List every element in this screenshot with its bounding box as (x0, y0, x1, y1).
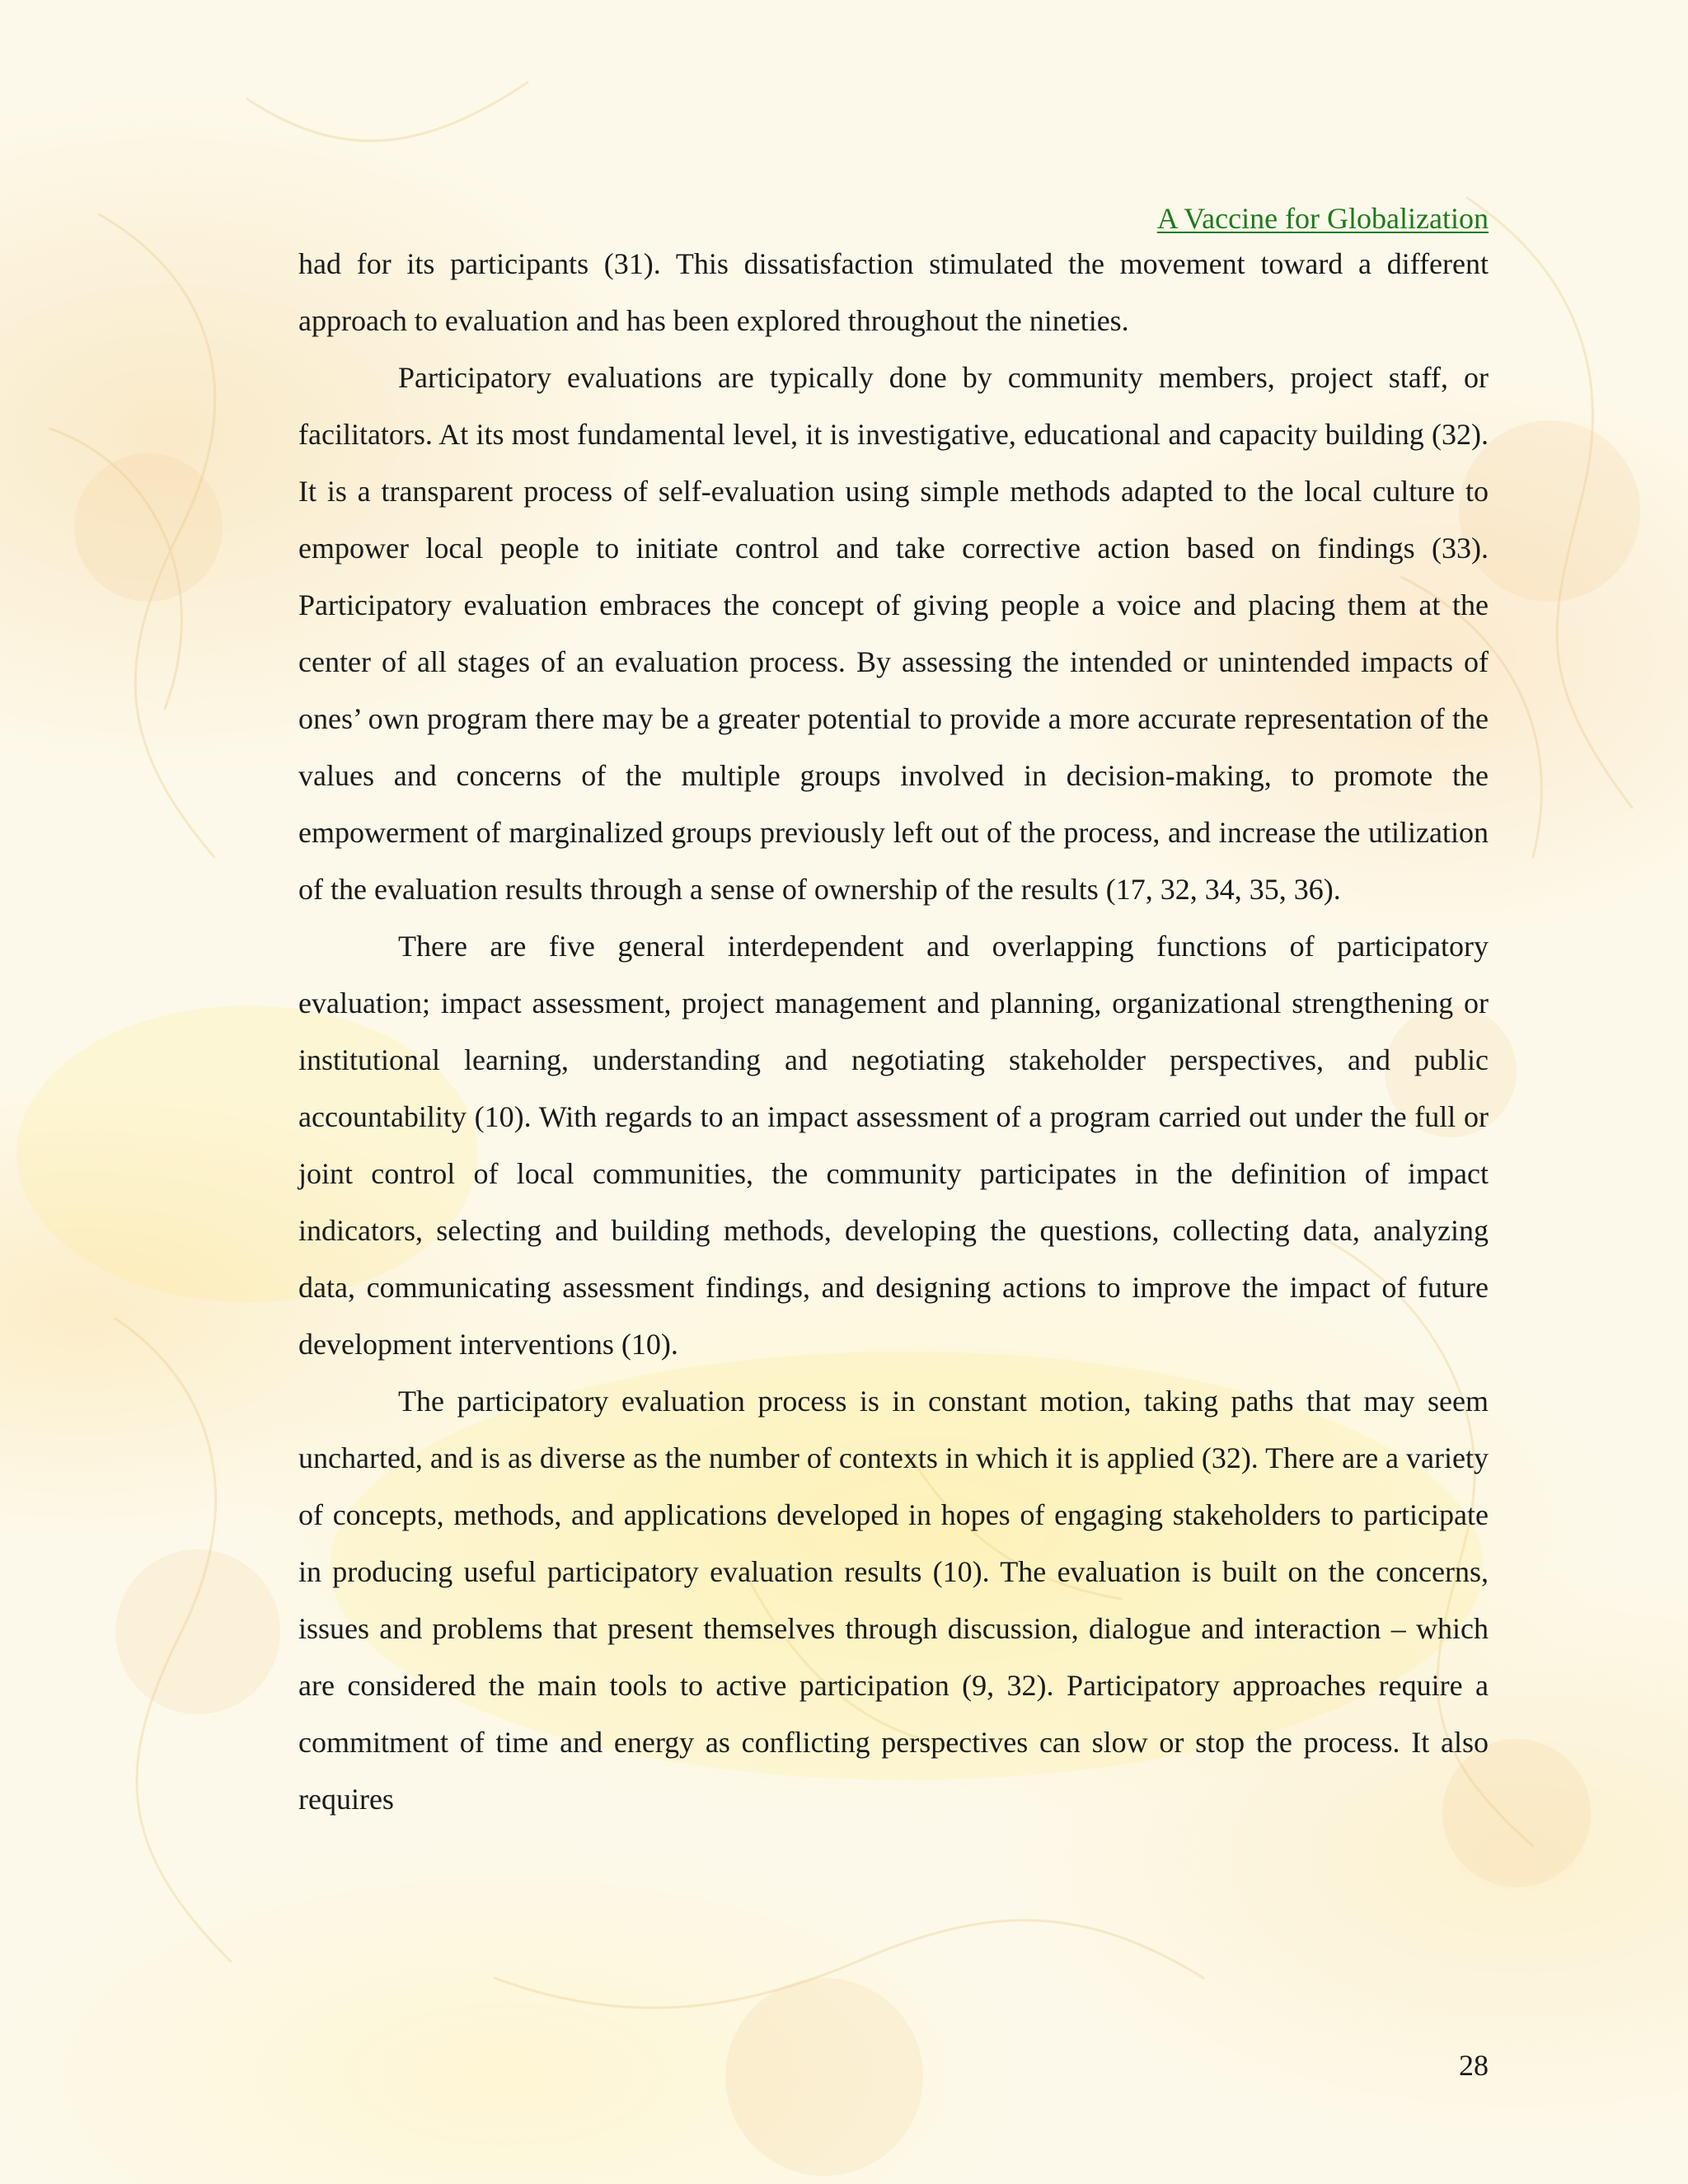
paragraph: Participatory evaluations are typically done by community members, project staff, or facilitators. At its most fundamental level, it is investigative, educational and capacity building (32). It is a transparent process of self-evaluation using simple methods adapted to the local culture to empower local people to initiate control and take corrective action based on findings (33). Participatory evaluation embraces the concept of giving people a voice and placing them at the center of all stages of an evaluation process. By assessing the intended or unintended impacts of ones’ own program there may be a greater potential to provide a more accurate representation of the values and concerns of the multiple groups involved in decision-making, to promote the empowerment of marginalized groups previously left out of the process, and increase the utilization of the evaluation results through a sense of ownership of the results (17, 32, 34, 35, 36). (298, 361, 1489, 906)
body-text (298, 236, 1489, 1828)
page-number: 28 (1459, 2049, 1489, 2082)
running-header: A Vaccine for Globalization (1156, 202, 1489, 235)
paragraph: The participatory evaluation process is in constant motion, taking paths that may seem uncharted, and is as diverse as the number of contexts in which it is applied (32). There are a variety of concepts, methods, and applications developed in hopes of engaging stakeholders to participate in producing useful participatory evaluation results (10). The evaluation is built on the concerns, issues and problems that present themselves through discussion, dialogue and interaction – which are considered the main tools to active participation (9, 32). Participatory approaches require a commitment of time and energy as conflicting perspectives can slow or stop the process. It also requires (298, 1385, 1489, 1816)
paragraph-continuation: had for its participants (31). This dissatisfaction stimulated the movement toward a different approach to evaluation and has been explored throughout the nineties. (298, 247, 1489, 337)
paragraph: There are five general interdependent and overlapping functions of participatory evaluation; impact assessment, project management and planning, organizational strengthening or institutional learning, understanding and negotiating stakeholder perspectives, and public accountability (10). With regards to an impact assessment of a program carried out under the full or joint control of local communities, the community participates in the definition of impact indicators, selecting and building methods, developing the questions, collecting data, analyzing data, communicating assessment findings, and designing actions to improve the impact of future development interventions (10). (298, 930, 1489, 1361)
